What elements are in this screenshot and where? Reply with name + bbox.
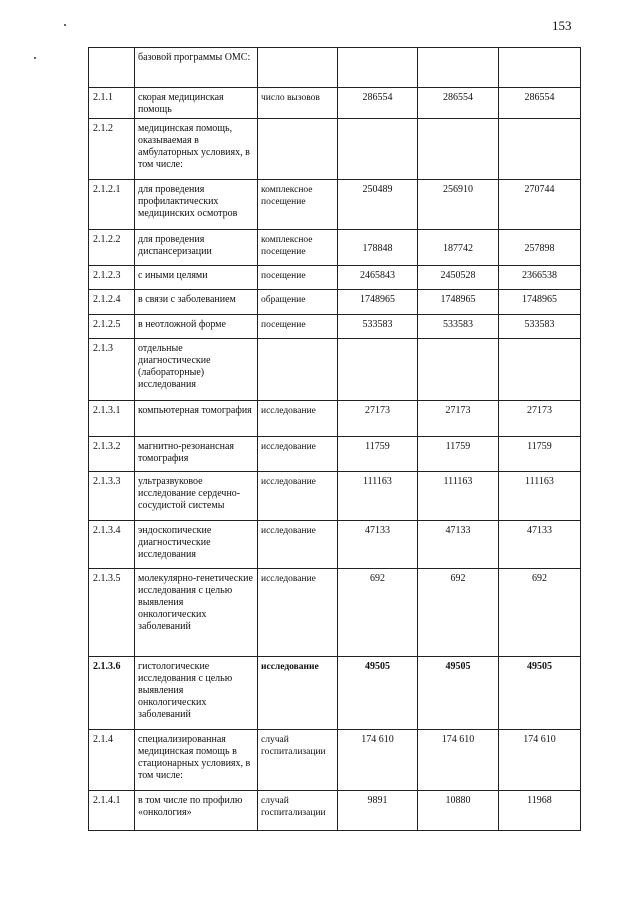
row-value-1: 174 610 [338, 730, 418, 791]
row-value-1: 11759 [338, 437, 418, 472]
row-unit: исследование [258, 521, 338, 569]
row-value-3: 174 610 [499, 730, 581, 791]
row-name: отдельные диагностические (лабораторные) исследования [135, 339, 258, 401]
row-value-1: 111163 [338, 472, 418, 521]
row-name: гистологические исследования с целью выявления онкологических заболеваний [135, 657, 258, 730]
row-value-2: 286554 [418, 88, 499, 119]
row-value-3: 270744 [499, 180, 581, 230]
row-unit: исследование [258, 401, 338, 437]
row-name: специализированная медицинская помощь в стационарных условиях, в том числе: [135, 730, 258, 791]
row-name: в связи с заболеванием [135, 290, 258, 315]
row-value-1: 9891 [338, 791, 418, 831]
row-unit: посещение [258, 315, 338, 339]
row-name: скорая медицинская помощь [135, 88, 258, 119]
row-code: 2.1.3.4 [89, 521, 135, 569]
row-value-3: 49505 [499, 657, 581, 730]
table-row [89, 290, 581, 315]
row-name: магнитно-резонансная томография [135, 437, 258, 472]
row-value-2: 27173 [418, 401, 499, 437]
row-name: медицинская помощь, оказываемая в амбулаторных условиях, в том числе: [135, 119, 258, 180]
row-value-2 [418, 119, 499, 180]
row-unit [258, 119, 338, 180]
row-code: 2.1.2.1 [89, 180, 135, 230]
row-value-3: 2366538 [499, 266, 581, 290]
row-value-2: 2450528 [418, 266, 499, 290]
table-row [89, 521, 581, 569]
row-value-1: 178848 [338, 230, 418, 266]
table-row [89, 339, 581, 401]
row-name: в том числе по профилю «онкология» [135, 791, 258, 831]
row-value-3: 11759 [499, 437, 581, 472]
row-code: 2.1.3.5 [89, 569, 135, 657]
row-unit: исследование [258, 569, 338, 657]
table-row [89, 315, 581, 339]
table-row [89, 437, 581, 472]
row-code [89, 48, 135, 88]
row-value-3: 11968 [499, 791, 581, 831]
row-code: 2.1.2.3 [89, 266, 135, 290]
row-name: молекулярно-генетические исследования с целью выявления онкологических заболеваний [135, 569, 258, 657]
row-value-3: 533583 [499, 315, 581, 339]
row-name: компьютерная томография [135, 401, 258, 437]
row-unit: комплексное посещение [258, 180, 338, 230]
row-unit: комплексное посещение [258, 230, 338, 266]
row-value-1 [338, 48, 418, 88]
row-value-2: 111163 [418, 472, 499, 521]
row-value-1: 692 [338, 569, 418, 657]
row-name: в неотложной форме [135, 315, 258, 339]
row-code: 2.1.2.5 [89, 315, 135, 339]
row-value-1: 286554 [338, 88, 418, 119]
row-value-1: 533583 [338, 315, 418, 339]
row-value-3: 47133 [499, 521, 581, 569]
table-row [89, 88, 581, 119]
row-value-3 [499, 48, 581, 88]
row-value-2: 692 [418, 569, 499, 657]
row-code: 2.1.4 [89, 730, 135, 791]
row-code: 2.1.3.3 [89, 472, 135, 521]
row-code: 2.1.3.1 [89, 401, 135, 437]
row-code: 2.1.2 [89, 119, 135, 180]
table-row [89, 657, 581, 730]
table-row [89, 730, 581, 791]
row-code: 2.1.2.4 [89, 290, 135, 315]
row-code: 2.1.2.2 [89, 230, 135, 266]
row-code: 2.1.3.2 [89, 437, 135, 472]
row-value-1: 27173 [338, 401, 418, 437]
row-unit: исследование [258, 657, 338, 730]
row-code: 2.1.3 [89, 339, 135, 401]
row-value-2: 49505 [418, 657, 499, 730]
table-row [89, 569, 581, 657]
table-row [89, 230, 581, 266]
row-value-3 [499, 339, 581, 401]
row-value-1: 1748965 [338, 290, 418, 315]
row-value-1: 49505 [338, 657, 418, 730]
row-value-2: 256910 [418, 180, 499, 230]
row-value-3: 1748965 [499, 290, 581, 315]
row-code: 2.1.1 [89, 88, 135, 119]
row-unit: случай госпитализации [258, 791, 338, 831]
row-value-3: 111163 [499, 472, 581, 521]
row-value-2: 533583 [418, 315, 499, 339]
row-unit: случай госпитализации [258, 730, 338, 791]
row-value-1: 47133 [338, 521, 418, 569]
table-row [89, 48, 581, 88]
row-unit [258, 48, 338, 88]
scan-speck [34, 57, 36, 59]
row-name: эндоскопические диагностические исследования [135, 521, 258, 569]
row-name: для проведения диспансеризации [135, 230, 258, 266]
row-unit: число вызовов [258, 88, 338, 119]
row-value-1: 250489 [338, 180, 418, 230]
row-value-2: 10880 [418, 791, 499, 831]
row-name: базовой программы ОМС: [135, 48, 258, 88]
row-value-2: 1748965 [418, 290, 499, 315]
row-value-2: 47133 [418, 521, 499, 569]
row-value-3: 257898 [499, 230, 581, 266]
row-name: ультразвуковое исследование сердечно-сосудистой системы [135, 472, 258, 521]
row-name: для проведения профилактических медицинских осмотров [135, 180, 258, 230]
row-value-3: 27173 [499, 401, 581, 437]
row-value-1: 2465843 [338, 266, 418, 290]
table-row [89, 266, 581, 290]
row-code: 2.1.4.1 [89, 791, 135, 831]
row-code: 2.1.3.6 [89, 657, 135, 730]
row-unit: посещение [258, 266, 338, 290]
page-number: 153 [552, 18, 572, 33]
row-value-2: 174 610 [418, 730, 499, 791]
row-value-3: 286554 [499, 88, 581, 119]
row-unit: исследование [258, 472, 338, 521]
table-row [89, 472, 581, 521]
row-value-2: 11759 [418, 437, 499, 472]
table-row [89, 401, 581, 437]
row-name: с иными целями [135, 266, 258, 290]
row-value-1 [338, 339, 418, 401]
row-value-3 [499, 119, 581, 180]
row-unit: исследование [258, 437, 338, 472]
volume-table [88, 47, 581, 831]
row-value-3: 692 [499, 569, 581, 657]
row-value-2 [418, 48, 499, 88]
table-row [89, 180, 581, 230]
row-unit: обращение [258, 290, 338, 315]
row-value-2: 187742 [418, 230, 499, 266]
row-unit [258, 339, 338, 401]
table-row [89, 791, 581, 831]
scan-speck [64, 24, 66, 26]
row-value-2 [418, 339, 499, 401]
table-row [89, 119, 581, 180]
row-value-1 [338, 119, 418, 180]
